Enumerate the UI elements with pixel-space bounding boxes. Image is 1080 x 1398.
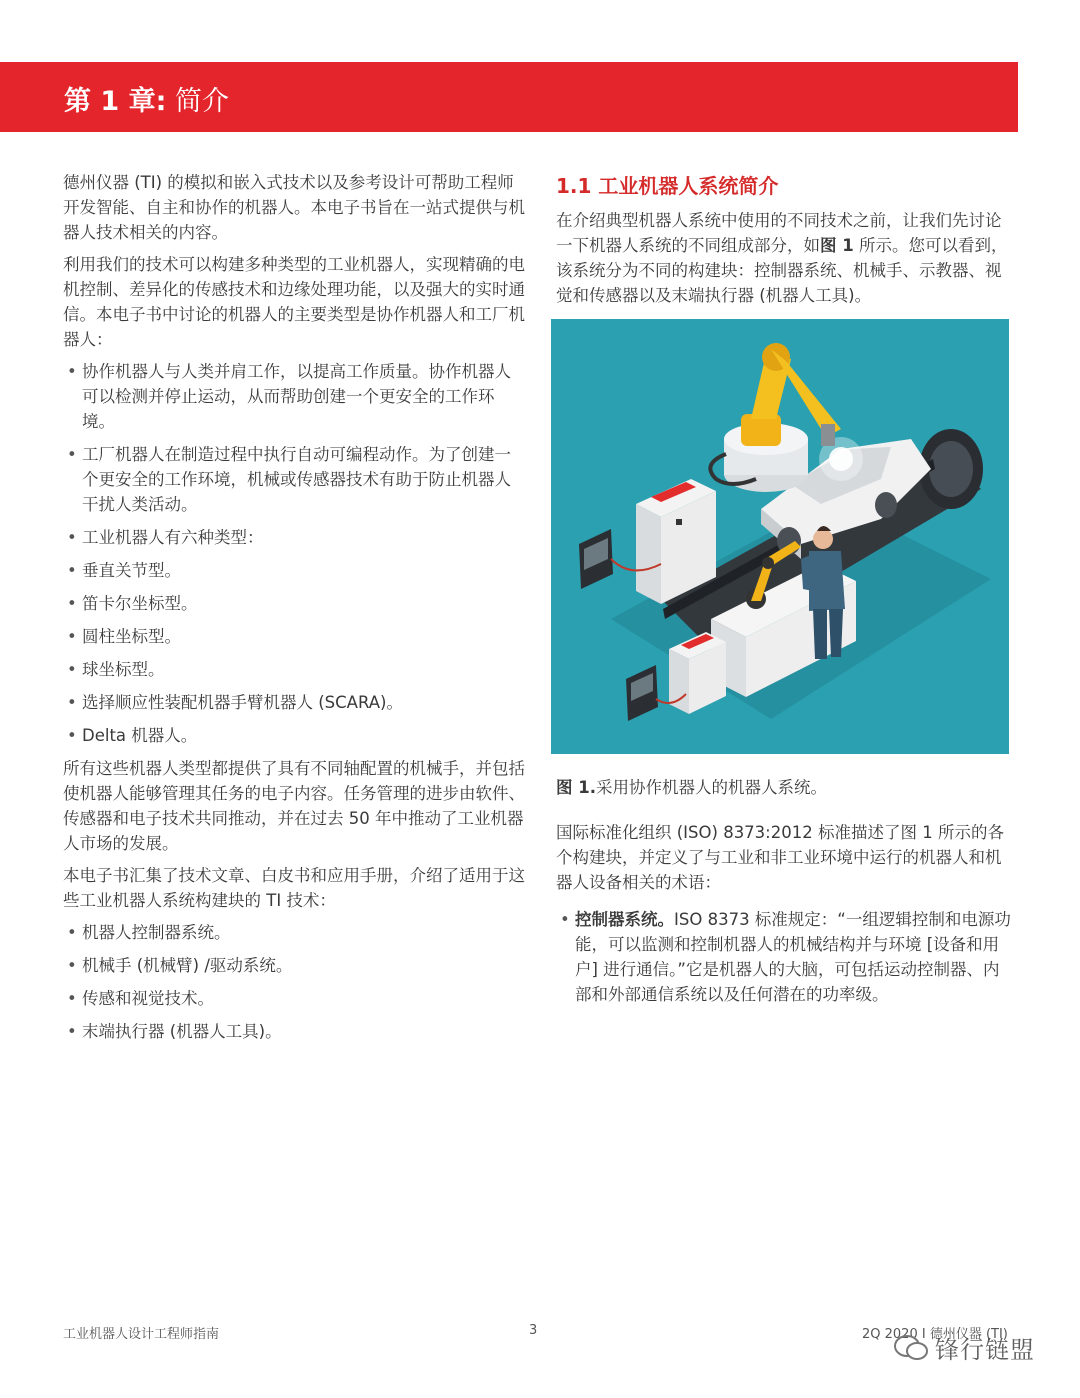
caption-text: 采用协作机器人的机器人系统。 [596, 778, 827, 797]
chapter-number: 第 1 章: [64, 86, 167, 117]
list-item: • 传感和视觉技术。 [63, 986, 525, 1011]
term-label: 控制器系统。 [575, 910, 674, 929]
list-item: • 笛卡尔坐标型。 [63, 591, 525, 616]
list-item: • 圆柱坐标型。 [63, 624, 525, 649]
footer-date-brand: 2Q 2020 I 德州仪器 (TI) [862, 1327, 1008, 1342]
list-item: • 工厂机器人在制造过程中执行自动可编程动作。为了创建一个更安全的工作环境，机械或传感器技术有助于防止机器人干扰人类活动。 [63, 442, 525, 517]
wechat-icon [893, 1334, 929, 1362]
intro-text-continued: 所示。您可以看到，该系统分为不同的构建块：控制器系统、机械手、示教器、视觉和传感器以及末端执行器 (机器人工具)。 [556, 236, 1008, 305]
footer-book-title: 工业机器人设计工程师指南 [63, 1327, 220, 1342]
right-column [556, 170, 1011, 315]
list-item: • Delta 机器人。 [63, 723, 525, 748]
paragraph-iso: 国际标准化组织 (ISO) 8373:2012 标准描述了图 1 所示的各个构建块，并定义了与工业和非工业环境中运行的机器人和机器人设备相关的术语： [556, 823, 1004, 892]
paragraph-ebook: 本电子书汇集了技术文章、白皮书和应用手册，介绍了适用于这些工业机器人系统构建块的 TI 技术： [63, 866, 525, 910]
caption-label: 图 1. [556, 778, 596, 797]
paragraph-intro: 德州仪器 (TI) 的模拟和嵌入式技术以及参考设计可帮助工程师开发智能、自主和协作的机器人。本电子书旨在一站式提供与机器人技术相关的内容。 [63, 173, 525, 242]
left-column [63, 170, 525, 1052]
chapter-banner [0, 62, 1018, 132]
paragraph-system-intro [556, 208, 1011, 308]
list-item: • 工业机器人有六种类型： [63, 525, 525, 550]
term-definition: ISO 8373 标准规定：“一组逻辑控制和电源功能，可以监测和控制机器人的机械结构并与环境 [设备和用户] 进行通信。”它是机器人的大脑，可包括运动控制器、内部和外部通信系统以及任何潜在的功率级。 [575, 910, 1011, 1004]
watermark: 锋行链盟 [935, 1336, 1035, 1364]
list-item: • 机器人控制器系统。 [63, 920, 525, 945]
figure-caption [556, 775, 1011, 800]
chapter-title [64, 79, 229, 118]
list-item: • 末端执行器 (机器人工具)。 [63, 1019, 525, 1044]
iso-definition-list [556, 907, 1011, 1007]
list-item: • 球坐标型。 [63, 657, 525, 682]
robot-system-illustration [551, 319, 1009, 754]
list-item: • 选择顺应性装配机器手臂机器人 (SCARA)。 [63, 690, 525, 715]
robot-type-list [63, 359, 525, 748]
section-title: 1.1 工业机器人系统简介 [556, 174, 779, 198]
paragraph-types: 利用我们的技术可以构建多种类型的工业机器人，实现精确的电机控制、差异化的传感技术和边缘处理功能，以及强大的实时通信。本电子书中讨论的机器人的主要类型是协作机器人和工厂机器人： [63, 255, 525, 349]
list-item: • 协作机器人与人类并肩工作，以提高工作质量。协作机器人可以检测并停止运动，从而帮助创建一个更安全的工作环境。 [63, 359, 525, 434]
figure-reference[interactable]: 图 1 [820, 236, 854, 255]
list-item [556, 907, 1011, 1007]
intro-text: 在介绍典型机器人系统中使用的不同技术之前，让我们先讨论一下机器人系统的不同组成部分，如 [556, 211, 1002, 255]
paragraph-manipulators: 所有这些机器人类型都提供了具有不同轴配置的机械手，并包括使机器人能够管理其任务的电子内容。任务管理的进步由软件、传感器和电子技术共同推动，并在过去 50 年中推动了工业机器人市场的发展。 [63, 759, 525, 853]
list-item: • 机械手 (机械臂) /驱动系统。 [63, 953, 525, 978]
chapter-name: 简介 [166, 86, 229, 117]
list-item: • 垂直关节型。 [63, 558, 525, 583]
footer-page-number: 3 [529, 1323, 538, 1338]
right-lower-column [556, 820, 1011, 1015]
building-block-list [63, 920, 525, 1044]
